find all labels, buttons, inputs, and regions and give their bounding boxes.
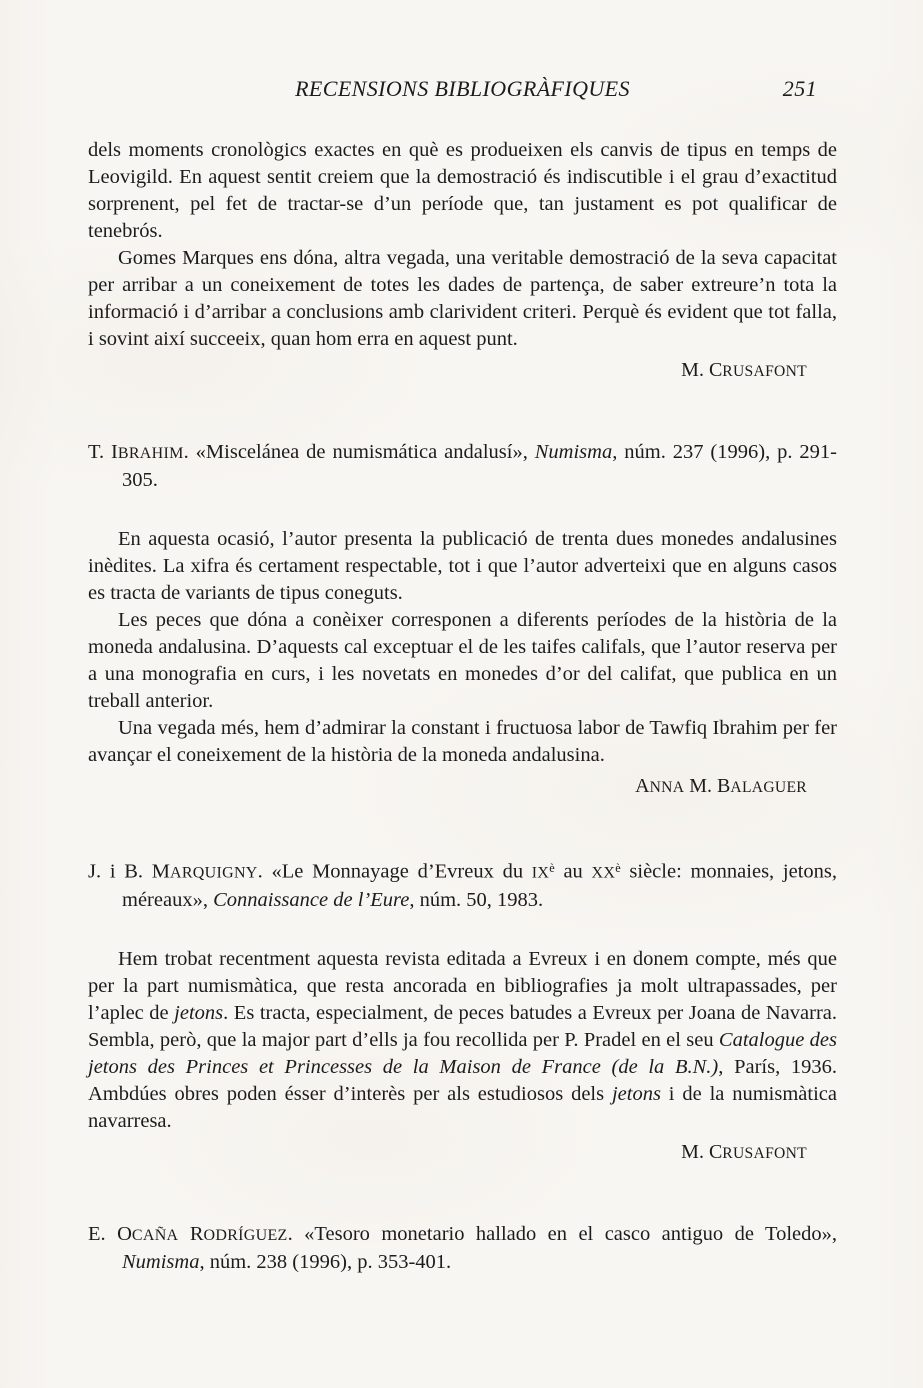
review-signature xyxy=(88,1139,837,1167)
text-run: , núm. 237 (1996), p. 291-305. xyxy=(122,441,837,491)
text-run: J. i B. M xyxy=(88,860,170,883)
text-run: En aquesta ocasió, l’autor presenta la publicació de trenta dues monedes andalusines inèdites. La xifra és certament respectable, tot i que l’autor adverteixi que en alguns casos es tracta de variants de tipus coneguts. xyxy=(88,528,837,604)
text-run: Connaissance de l’Eure xyxy=(213,888,410,911)
page-number: 251 xyxy=(782,76,817,101)
text-run: . «Le Monnayage d’Evreux du xyxy=(257,860,532,883)
text-run: , París, 1936. Ambdúes obres poden ésser d’interès per als estudiosos dels xyxy=(88,1055,837,1105)
text-run: Numisma xyxy=(122,1250,200,1273)
text-run: è xyxy=(615,861,621,875)
text-run: jetons xyxy=(174,1001,224,1024)
text-run: au xyxy=(554,860,592,883)
text-run: IX xyxy=(531,864,550,882)
text-run: , núm. 238 (1996), p. 353-401. xyxy=(199,1250,452,1273)
text-run: Gomes Marques ens dóna, altra vegada, una veritable demostració de la seva capacitat per arribar a un coneixement de totes les dades de partença, de saber extreure’n tota la informació i d’arribar a conclusions amb clarivident criteri. Perquè és evident que tot falla, i sovint així succeeix, quan hom erra en aquest punt. xyxy=(88,247,837,350)
text-run: RUSAFONT xyxy=(722,1144,807,1162)
text-run: . «Tesoro monetario hallado en el casco antiguo de Toledo», xyxy=(287,1222,837,1245)
text-run: CAÑA xyxy=(131,1226,179,1244)
text-run: Catalogue des jetons des Princes et Princesses de la Maison de France (de la B.N.) xyxy=(88,1028,837,1078)
text-run: Numisma xyxy=(534,441,613,463)
text-run: . Es tracta, especialment, de peces batudes a Evreux per Joana de Navarra. Sembla, però, que la major part d’ells ja fou recollida per P. Pradel en el seu xyxy=(88,1001,837,1051)
text-run: R xyxy=(178,1222,204,1245)
text-run: BRAHIM xyxy=(117,445,184,462)
page-header xyxy=(88,75,837,102)
paragraph-continuation xyxy=(88,137,837,245)
text-run: M. C xyxy=(681,359,723,381)
text-run: ARQUIGNY xyxy=(169,864,258,882)
text-run: ALAGUER xyxy=(730,779,807,796)
paragraph xyxy=(88,607,837,715)
bibliographic-citation xyxy=(88,439,837,494)
text-run: RUSAFONT xyxy=(722,363,807,380)
paragraph xyxy=(88,946,837,1135)
bibliographic-citation xyxy=(88,855,837,914)
review-signature xyxy=(88,357,837,385)
text-run: M. B xyxy=(684,775,731,797)
text-run: ODRÍGUEZ xyxy=(203,1226,288,1244)
text-run: , núm. 50, 1983. xyxy=(409,888,544,911)
text-run: T. I xyxy=(88,441,118,463)
text-run: A xyxy=(635,775,650,797)
text-run: XX xyxy=(591,864,616,882)
text-run: dels moments cronològics exactes en què es produeixen els canvis de tipus en temps de Leovigild. En aquest sentit creiem que la demostració és indiscutible i el grau d’exactitud sorprenent, pel fet de tractar-se d’un període que, tan justament es pot qualificar de tenebrós. xyxy=(88,139,837,242)
text-run: Hem trobat recentment aquesta revista editada a Evreux i en donem compte, més que per la part numismàtica, que resta ancorada en bibliografies ja molt ultrapassades, per l’aplec de xyxy=(88,947,837,1024)
text-run: M. C xyxy=(681,1140,723,1163)
text-run: NNA xyxy=(649,779,685,796)
text-run: è xyxy=(549,861,555,875)
paragraph xyxy=(88,245,837,353)
paragraph xyxy=(88,715,837,769)
text-run: i de la numismàtica navarresa. xyxy=(88,1082,837,1132)
running-title: RECENSIONS BIBLIOGRÀFIQUES xyxy=(295,76,630,101)
text-run: E. O xyxy=(88,1222,132,1245)
paragraph xyxy=(88,526,837,607)
text-run: . «Miscelánea de numismática andalusí», xyxy=(183,441,535,463)
bibliographic-citation xyxy=(88,1221,837,1276)
text-run: Una vegada més, hem d’admirar la constant i fructuosa labor de Tawfiq Ibrahim per fer avançar el coneixement de la història de la moneda andalusina. xyxy=(88,717,837,766)
text-run: siècle: monnaies, jetons, méreaux», xyxy=(122,860,837,911)
text-run: Les peces que dóna a conèixer corresponen a diferents períodes de la història de la moneda andalusina. D’aquests cal exceptuar el de les taifes califals, que l’autor reserva per a una monografia en curs, i les novetats en monedes d’or del califat, que publica en un treball anterior. xyxy=(88,609,837,712)
text-run: jetons xyxy=(611,1082,661,1105)
review-signature xyxy=(88,773,837,801)
page-body xyxy=(88,137,837,1276)
